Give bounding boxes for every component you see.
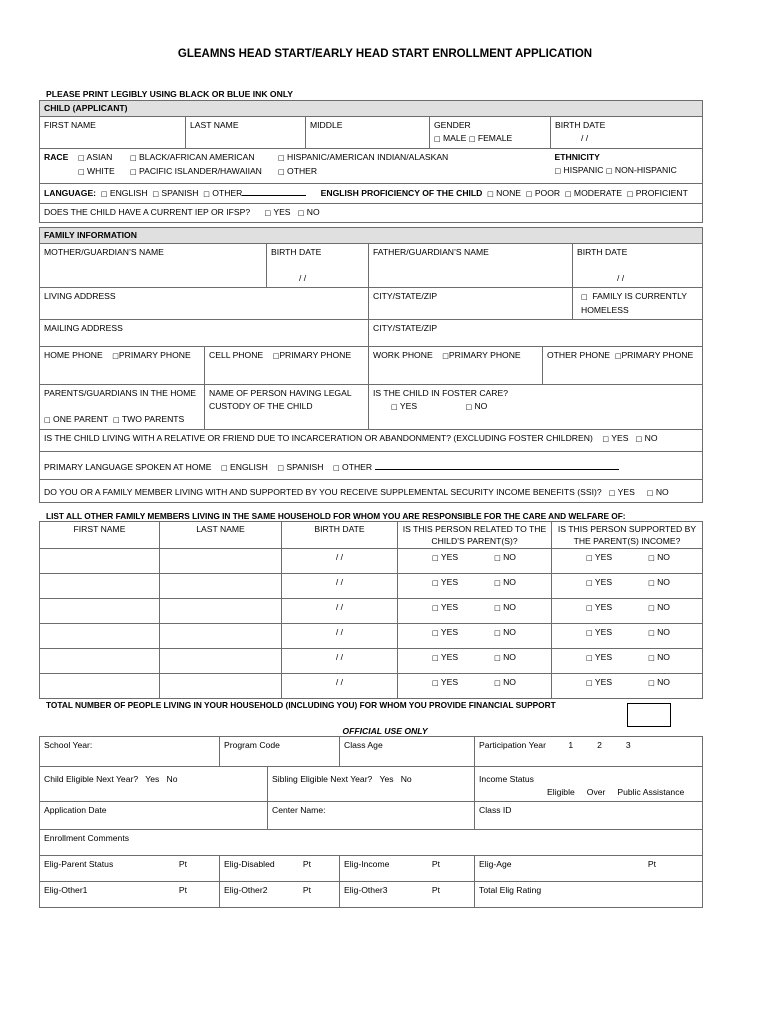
official-table [39, 736, 703, 908]
work-phone-field[interactable]: WORK PHONE □PRIMARY PHONE [369, 347, 543, 385]
ethnicity-field: ETHNICITY □ HISPANIC □ NON-HISPANIC [551, 149, 703, 184]
father-name-field[interactable]: FATHER/GUARDIAN’S NAME [369, 244, 573, 288]
mailing-address-field[interactable]: MAILING ADDRESS [40, 320, 369, 347]
home-english-checkbox[interactable]: □ [221, 464, 228, 472]
prof-poor-checkbox[interactable]: □ [525, 190, 533, 198]
lang-english-checkbox[interactable]: □ [100, 190, 108, 198]
total-elig-rating-field[interactable]: Total Elig Rating [475, 882, 703, 908]
iep-row: DOES THE CHILD HAVE A CURRENT IEP OR IFSP? □ YES □ NO [40, 204, 703, 223]
iep-no-checkbox[interactable]: □ [297, 209, 305, 217]
supported-no-checkbox[interactable]: □ [648, 654, 655, 662]
household-row [40, 549, 703, 574]
non-hispanic-checkbox[interactable]: □ [605, 167, 613, 175]
race-field: RACE □ ASIAN □ BLACK/AFRICAN AMERICAN □ HISPANIC/AMERICAN INDIAN/ALASKAN □ WHITE □ PACIFIC ISLANDER/HAWAIIAN □ OTHER [40, 149, 551, 184]
primary-language-row: PRIMARY LANGUAGE SPOKEN AT HOME □ ENGLISH □ SPANISH □ OTHER [40, 452, 703, 480]
elig-other1-field[interactable]: Elig-Other1 Pt [40, 882, 220, 908]
member-first-name[interactable] [40, 549, 160, 574]
family-header: FAMILY INFORMATION [40, 228, 703, 244]
supported-no-checkbox[interactable]: □ [648, 679, 655, 687]
related-yes-checkbox[interactable]: □ [432, 629, 439, 637]
other-phone-field[interactable]: OTHER PHONE □PRIMARY PHONE [543, 347, 703, 385]
class-id-field[interactable]: Class ID [475, 802, 703, 830]
relative-yes-checkbox[interactable]: □ [602, 435, 609, 443]
household-row [40, 599, 703, 624]
ssi-row: DO YOU OR A FAMILY MEMBER LIVING WITH AND SUPPORTED BY YOU RECEIVE SUPPLEMENTAL SECURITY INCOME BENEFITS (SSI)? □ YES □ NO [40, 480, 703, 503]
other-primary-checkbox[interactable]: □ [614, 352, 622, 360]
supported-no-checkbox[interactable]: □ [648, 579, 655, 587]
application-date-field[interactable]: Application Date [40, 802, 268, 830]
elig-parent-field[interactable]: Elig-Parent Status Pt [40, 856, 220, 882]
ssi-yes-checkbox[interactable]: □ [608, 489, 616, 497]
relative-row: IS THE CHILD LIVING WITH A RELATIVE OR FRIEND DUE TO INCARCERATION OR ABANDONMENT? (EXCLUDING FOSTER CHILDREN) □ YES □ NO [40, 430, 703, 452]
related-yes-checkbox[interactable]: □ [432, 679, 439, 687]
member-birth-date[interactable]: / / [282, 649, 398, 674]
child-middle-field[interactable]: MIDDLE [306, 117, 430, 149]
supported-no-checkbox[interactable]: □ [648, 554, 655, 562]
col-birth-date: BIRTH DATE [282, 522, 398, 549]
col-supported: IS THIS PERSON SUPPORTED BY THE PARENT(S) INCOME? [552, 522, 703, 549]
member-first-name[interactable] [40, 624, 160, 649]
supported-yes-checkbox[interactable]: □ [586, 579, 593, 587]
home-other-line[interactable] [375, 460, 619, 470]
hispanic-checkbox[interactable]: □ [554, 167, 562, 175]
total-household-box[interactable] [627, 703, 671, 727]
race-hispanic-ai-checkbox[interactable]: □ [278, 154, 285, 162]
child-header: CHILD (APPLICANT) [40, 101, 703, 117]
elig-other2-field[interactable]: Elig-Other2 Pt [220, 882, 340, 908]
race-black-checkbox[interactable]: □ [130, 154, 137, 162]
race-pacific-checkbox[interactable]: □ [130, 168, 137, 176]
child-last-name-field[interactable]: LAST NAME [186, 117, 306, 149]
member-first-name[interactable] [40, 599, 160, 624]
program-code-field[interactable]: Program Code [220, 737, 340, 767]
prof-none-checkbox[interactable]: □ [487, 190, 494, 198]
member-supported: □ YES □ NO [552, 599, 703, 624]
member-supported: □ YES □ NO [552, 674, 703, 699]
foster-yes-checkbox[interactable]: □ [391, 403, 398, 411]
living-city-field[interactable]: CITY/STATE/ZIP [369, 288, 573, 320]
instructions: PLEASE PRINT LEGIBLY USING BLACK OR BLUE INK ONLY [46, 89, 294, 99]
foster-care-field: IS THE CHILD IN FOSTER CARE? □ YES □ NO [369, 385, 703, 430]
related-no-checkbox[interactable]: □ [494, 579, 501, 587]
supported-no-checkbox[interactable]: □ [648, 629, 655, 637]
supported-yes-checkbox[interactable]: □ [586, 554, 593, 562]
supported-yes-checkbox[interactable]: □ [586, 679, 593, 687]
work-primary-checkbox[interactable]: □ [442, 352, 449, 360]
home-primary-checkbox[interactable]: □ [112, 352, 119, 360]
related-no-checkbox[interactable]: □ [494, 654, 501, 662]
cell-phone-field[interactable]: CELL PHONE □PRIMARY PHONE [205, 347, 369, 385]
supported-yes-checkbox[interactable]: □ [586, 629, 593, 637]
one-parent-checkbox[interactable]: □ [44, 416, 51, 424]
member-related: □ YES □ NO [398, 574, 552, 599]
member-last-name[interactable] [160, 574, 282, 599]
race-other-checkbox[interactable]: □ [278, 168, 285, 176]
relative-no-checkbox[interactable]: □ [635, 435, 643, 443]
elig-disabled-field[interactable]: Elig-Disabled Pt [220, 856, 340, 882]
school-year-field[interactable]: School Year: [40, 737, 220, 767]
related-yes-checkbox[interactable]: □ [432, 554, 439, 562]
member-birth-date[interactable]: / / [282, 574, 398, 599]
parents-in-home-field: PARENTS/GUARDIANS IN THE HOME □ ONE PARENT □ TWO PARENTS [40, 385, 205, 430]
official-use-header: OFFICIAL USE ONLY [342, 726, 428, 736]
sibling-eligible-field[interactable]: Sibling Eligible Next Year? Yes No [268, 767, 475, 802]
race-white-checkbox[interactable]: □ [78, 168, 85, 176]
ssi-no-checkbox[interactable]: □ [646, 489, 654, 497]
member-first-name[interactable] [40, 574, 160, 599]
child-eligible-field[interactable]: Child Eligible Next Year? Yes No [40, 767, 268, 802]
supported-yes-checkbox[interactable]: □ [586, 604, 593, 612]
language-row: LANGUAGE: □ ENGLISH □ SPANISH □ OTHER ENGLISH PROFICIENCY OF THE CHILD □ NONE □ POOR □ MODERATE □ PROFICIENT [40, 184, 703, 204]
elig-age-field[interactable]: Elig-Age Pt [475, 856, 703, 882]
supported-yes-checkbox[interactable]: □ [586, 654, 593, 662]
total-household-label: TOTAL NUMBER OF PEOPLE LIVING IN YOUR HOUSEHOLD (INCLUDING YOU) FOR WHOM YOU PROVIDE FINANCIAL SUPPORT [46, 700, 556, 710]
col-last-name: LAST NAME [160, 522, 282, 549]
child-table [39, 100, 703, 223]
member-related: □ YES □ NO [398, 624, 552, 649]
related-no-checkbox[interactable]: □ [494, 629, 501, 637]
lang-spanish-checkbox[interactable]: □ [152, 190, 159, 198]
household-row [40, 674, 703, 699]
homeless-field: □ FAMILY IS CURRENTLY HOMELESS [573, 288, 703, 320]
household-row [40, 649, 703, 674]
lang-other-checkbox[interactable]: □ [203, 190, 210, 198]
member-related: □ YES □ NO [398, 549, 552, 574]
member-last-name[interactable] [160, 674, 282, 699]
home-other-checkbox[interactable]: □ [333, 464, 340, 472]
member-supported: □ YES □ NO [552, 574, 703, 599]
member-birth-date[interactable]: / / [282, 599, 398, 624]
household-row [40, 574, 703, 599]
member-related: □ YES □ NO [398, 674, 552, 699]
two-parents-checkbox[interactable]: □ [113, 416, 120, 424]
member-birth-date[interactable]: / / [282, 674, 398, 699]
child-birth-date-field[interactable]: BIRTH DATE / / [551, 117, 703, 149]
member-birth-date[interactable]: / / [282, 549, 398, 574]
related-yes-checkbox[interactable]: □ [432, 604, 439, 612]
female-checkbox[interactable]: □ [468, 135, 476, 143]
father-birth-date-field[interactable]: BIRTH DATE / / [573, 244, 703, 288]
prof-moderate-checkbox[interactable]: □ [564, 190, 572, 198]
member-last-name[interactable] [160, 624, 282, 649]
member-last-name[interactable] [160, 549, 282, 574]
elig-other3-field[interactable]: Elig-Other3 Pt [340, 882, 475, 908]
household-header: LIST ALL OTHER FAMILY MEMBERS LIVING IN THE SAME HOUSEHOLD FOR WHOM YOU ARE RESPONSIBLE FOR THE CARE AND WELFARE OF: [46, 511, 626, 521]
homeless-checkbox[interactable]: □ [581, 293, 588, 301]
member-last-name[interactable] [160, 599, 282, 624]
home-spanish-checkbox[interactable]: □ [277, 464, 284, 472]
foster-no-checkbox[interactable]: □ [465, 403, 473, 411]
income-status-field[interactable]: Income Status Eligible Over Public Assistance [475, 767, 703, 802]
prof-proficient-checkbox[interactable]: □ [626, 190, 634, 198]
home-phone-field[interactable]: HOME PHONE □PRIMARY PHONE [40, 347, 205, 385]
lang-other-line[interactable] [242, 186, 306, 196]
page-title: GLEAMNS HEAD START/EARLY HEAD START ENROLLMENT APPLICATION [177, 48, 593, 60]
col-first-name: FIRST NAME [40, 522, 160, 549]
family-table [39, 227, 703, 503]
elig-income-field[interactable]: Elig-Income Pt [340, 856, 475, 882]
cell-primary-checkbox[interactable]: □ [272, 352, 280, 360]
member-related: □ YES □ NO [398, 649, 552, 674]
related-yes-checkbox[interactable]: □ [432, 654, 439, 662]
member-first-name[interactable] [40, 674, 160, 699]
related-yes-checkbox[interactable]: □ [432, 579, 439, 587]
child-gender-field[interactable]: GENDER □ MALE □ FEMALE [430, 117, 551, 149]
member-first-name[interactable] [40, 649, 160, 674]
household-header-row [40, 522, 703, 549]
related-no-checkbox[interactable]: □ [494, 554, 501, 562]
center-name-field[interactable]: Center Name: [268, 802, 475, 830]
member-last-name[interactable] [160, 649, 282, 674]
member-supported: □ YES □ NO [552, 549, 703, 574]
member-supported: □ YES □ NO [552, 649, 703, 674]
race-asian-checkbox[interactable]: □ [78, 154, 85, 162]
mother-birth-date-field[interactable]: BIRTH DATE / / [267, 244, 369, 288]
household-row [40, 624, 703, 649]
member-supported: □ YES □ NO [552, 624, 703, 649]
living-address-field[interactable]: LIVING ADDRESS [40, 288, 369, 320]
mother-name-field[interactable]: MOTHER/GUARDIAN’S NAME [40, 244, 267, 288]
legal-custody-field[interactable]: NAME OF PERSON HAVING LEGAL CUSTODY OF THE CHILD [205, 385, 369, 430]
col-related: IS THIS PERSON RELATED TO THE CHILD’S PARENT(S)? [398, 522, 552, 549]
enrollment-comments-field[interactable]: Enrollment Comments [40, 830, 703, 856]
class-age-field[interactable]: Class Age [340, 737, 475, 767]
iep-yes-checkbox[interactable]: □ [264, 209, 272, 217]
male-checkbox[interactable]: □ [434, 135, 441, 143]
related-no-checkbox[interactable]: □ [494, 679, 501, 687]
mailing-city-field[interactable]: CITY/STATE/ZIP [369, 320, 703, 347]
related-no-checkbox[interactable]: □ [494, 604, 501, 612]
participation-year-field[interactable]: Participation Year 1 2 3 [475, 737, 703, 767]
supported-no-checkbox[interactable]: □ [648, 604, 655, 612]
child-first-name-field[interactable]: FIRST NAME [40, 117, 186, 149]
member-related: □ YES □ NO [398, 599, 552, 624]
household-table [39, 521, 703, 699]
member-birth-date[interactable]: / / [282, 624, 398, 649]
